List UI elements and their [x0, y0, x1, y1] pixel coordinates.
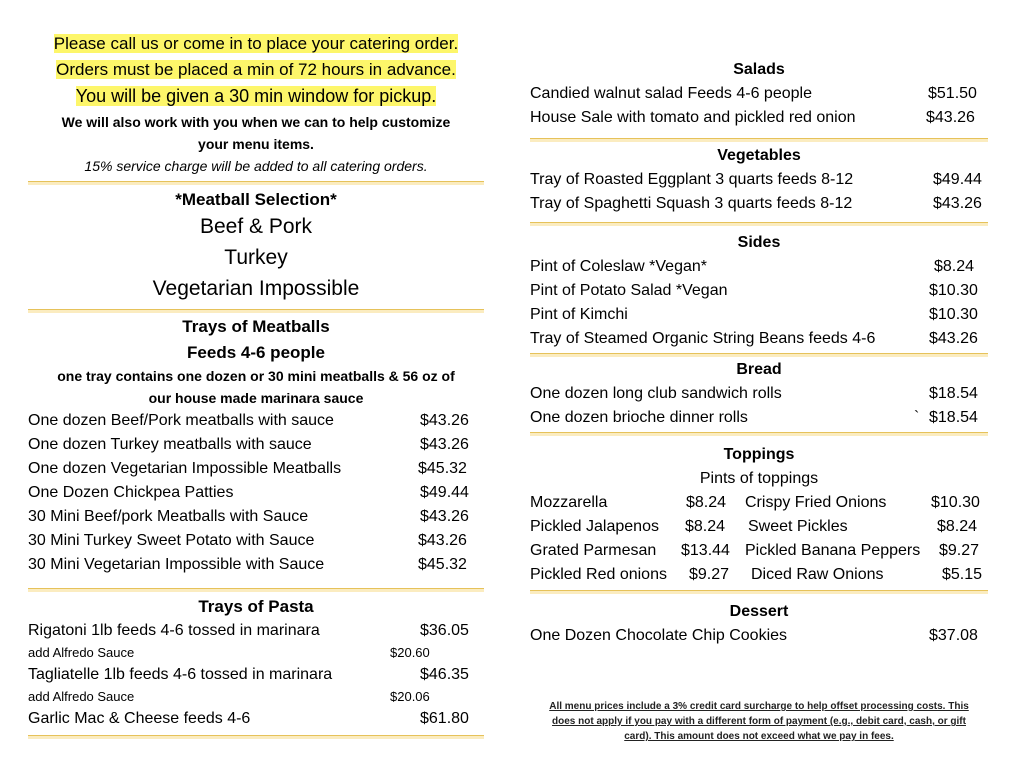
item-name: Pint of Potato Salad *Vegan	[530, 282, 728, 299]
notice-72-hours-line: Orders must be placed a min of 72 hours in advance.	[56, 60, 456, 79]
menu-item	[530, 83, 988, 105]
addon-price: $20.60	[390, 645, 430, 660]
menu-addon	[28, 642, 484, 664]
menu-item	[28, 434, 484, 456]
item-price: $8.24	[934, 258, 975, 275]
customize-note-line1: We will also work with you when we can to help customize	[61, 114, 451, 130]
menu-item	[28, 530, 484, 552]
menu-item	[28, 554, 484, 576]
topping-name: Mozzarella	[530, 494, 608, 511]
addon-name: add Alfredo Sauce	[28, 689, 135, 704]
item-price: $61.80	[420, 710, 469, 727]
item-price: $43.26	[933, 195, 982, 212]
item-price: $45.32	[418, 556, 467, 573]
trays-meatballs-description-line1: one tray contains one dozen or 30 mini meatballs & 56 oz of	[57, 368, 455, 384]
menu-item	[28, 482, 484, 504]
topping-name: Crispy Fried Onions	[745, 494, 887, 511]
trays-pasta-title: Trays of Pasta	[198, 597, 314, 616]
menu-item	[28, 620, 484, 642]
menu-item	[530, 107, 988, 129]
menu-item	[530, 625, 988, 647]
item-name: Tray of Steamed Organic String Beans feeds 4-6	[530, 330, 876, 347]
item-name: Pint of Coleslaw *Vegan*	[530, 258, 707, 275]
trays-meatballs-title: Trays of Meatballs	[182, 317, 330, 336]
topping-row	[530, 540, 988, 562]
item-name: House Sale with tomato and pickled red onion	[530, 109, 856, 126]
notice-call-line: Please call us or come in to place your catering order.	[53, 34, 459, 53]
topping-name: Pickled Banana Peppers	[745, 542, 921, 559]
item-name: Tagliatelle 1lb feeds 4-6 tossed in marinara	[28, 666, 333, 683]
sides-title: Sides	[737, 234, 781, 251]
topping-price: $9.27	[939, 542, 980, 559]
addon-price: $20.06	[390, 689, 430, 704]
item-price: $43.26	[420, 412, 469, 429]
fine-print-line: card). This amount does not exceed what we pay in fees.	[624, 731, 894, 742]
menu-item	[28, 708, 484, 730]
item-price: $43.26	[420, 436, 469, 453]
dessert-title: Dessert	[729, 603, 789, 620]
topping-price: $10.30	[931, 494, 980, 511]
item-name: Garlic Mac & Cheese feeds 4-6	[28, 710, 251, 727]
item-price: $46.35	[420, 666, 469, 683]
item-price: $10.30	[929, 306, 978, 323]
item-name: One dozen Vegetarian Impossible Meatballs	[28, 460, 342, 477]
menu-item	[530, 383, 988, 405]
menu-item	[530, 280, 988, 302]
trays-meatballs-subtitle: Feeds 4-6 people	[187, 343, 325, 362]
item-name: Pint of Kimchi	[530, 306, 628, 323]
service-charge-note: 15% service charge will be added to all catering orders.	[84, 158, 428, 174]
item-name: Tray of Spaghetti Squash 3 quarts feeds 8-12	[530, 195, 853, 212]
item-name: One dozen long club sandwich rolls	[530, 385, 782, 402]
meatball-selection-title: *Meatball Selection*	[175, 190, 337, 209]
section-divider	[28, 181, 484, 185]
topping-name: Diced Raw Onions	[751, 566, 884, 583]
menu-item	[28, 458, 484, 480]
menu-addon	[28, 686, 484, 708]
bread-title: Bread	[736, 361, 782, 378]
item-price: $43.26	[926, 109, 975, 126]
topping-row	[530, 564, 988, 586]
topping-price: $8.24	[685, 518, 726, 535]
item-name: 30 Mini Vegetarian Impossible with Sauce	[28, 556, 325, 573]
menu-item	[530, 407, 988, 429]
item-name: One dozen brioche dinner rolls	[530, 409, 748, 426]
item-name: Rigatoni 1lb feeds 4-6 tossed in marinara	[28, 622, 320, 639]
item-price: $36.05	[420, 622, 469, 639]
salads-title: Salads	[733, 61, 785, 78]
topping-row	[530, 492, 988, 514]
menu-item	[530, 193, 988, 215]
item-price: $43.26	[929, 330, 978, 347]
item-price: $45.32	[418, 460, 467, 477]
topping-name: Grated Parmesan	[530, 542, 657, 559]
menu-item	[530, 169, 988, 191]
fine-print-line: All menu prices include a 3% credit card surcharge to help offset processing costs. This	[549, 701, 969, 712]
section-divider	[530, 138, 988, 142]
topping-row	[530, 516, 988, 538]
menu-item	[28, 410, 484, 432]
item-name: One Dozen Chocolate Chip Cookies	[530, 627, 788, 644]
meatball-option: Beef & Pork	[199, 215, 313, 238]
section-divider	[530, 590, 988, 594]
item-price: $49.44	[420, 484, 469, 501]
stray-mark: `	[914, 409, 920, 426]
section-divider	[530, 353, 988, 357]
toppings-title: Toppings	[723, 446, 795, 463]
menu-item	[28, 664, 484, 686]
section-divider	[28, 309, 484, 313]
topping-price: $8.24	[686, 494, 727, 511]
item-name: One Dozen Chickpea Patties	[28, 484, 234, 501]
item-name: 30 Mini Beef/pork Meatballs with Sauce	[28, 508, 309, 525]
addon-name: add Alfredo Sauce	[28, 645, 135, 660]
vegetables-title: Vegetables	[717, 147, 801, 164]
item-name: One dozen Beef/Pork meatballs with sauce	[28, 412, 334, 429]
notice-pickup-window-line: You will be given a 30 min window for pickup.	[75, 86, 437, 106]
item-price: $49.44	[933, 171, 982, 188]
item-name: Tray of Roasted Eggplant 3 quarts feeds 8-12	[530, 171, 854, 188]
topping-name: Pickled Jalapenos	[530, 518, 659, 535]
meatball-option: Turkey	[224, 246, 288, 269]
menu-item	[530, 304, 988, 326]
menu-item	[530, 256, 988, 278]
fine-print-line: does not apply if you pay with a different form of payment (e.g., debit card, cash, or gift	[552, 716, 966, 727]
item-price: $10.30	[929, 282, 978, 299]
topping-name: Sweet Pickles	[748, 518, 848, 535]
meatball-option: Vegetarian Impossible	[152, 277, 360, 300]
trays-meatballs-description-line2: our house made marinara sauce	[148, 390, 364, 406]
item-price: $43.26	[418, 532, 467, 549]
topping-price: $5.15	[942, 566, 983, 583]
section-divider	[530, 432, 988, 436]
toppings-subtitle: Pints of toppings	[699, 470, 819, 487]
topping-price: $9.27	[689, 566, 730, 583]
menu-item	[28, 506, 484, 528]
item-price: $51.50	[928, 85, 977, 102]
topping-price: $8.24	[937, 518, 978, 535]
topping-price: $13.44	[681, 542, 730, 559]
section-divider	[28, 588, 484, 592]
item-price: $43.26	[420, 508, 469, 525]
item-name: Candied walnut salad Feeds 4-6 people	[530, 85, 812, 102]
item-name: One dozen Turkey meatballs with sauce	[28, 436, 312, 453]
credit-card-surcharge-note	[530, 699, 988, 744]
item-price: $18.54	[929, 409, 978, 426]
customize-note-line2: your menu items.	[198, 136, 314, 152]
menu-item	[530, 328, 988, 350]
item-price: $18.54	[929, 385, 978, 402]
item-price: $37.08	[929, 627, 978, 644]
section-divider	[530, 222, 988, 226]
section-divider	[28, 735, 484, 739]
topping-name: Pickled Red onions	[530, 566, 667, 583]
item-name: 30 Mini Turkey Sweet Potato with Sauce	[28, 532, 315, 549]
